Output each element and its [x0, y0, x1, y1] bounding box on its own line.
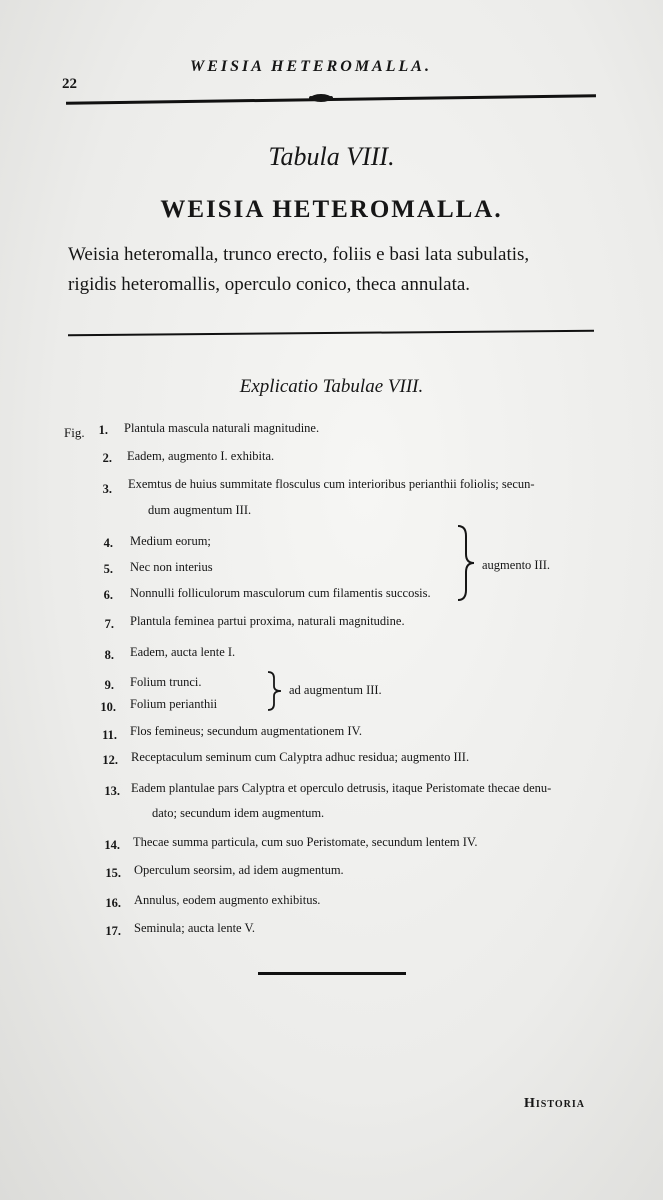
closing-rule [258, 972, 406, 975]
item-number: 15. [105, 866, 121, 880]
item-text: Nonnulli folliculorum masculorum cum filamentis succosis. [130, 586, 431, 600]
right-brace-icon [266, 670, 284, 712]
item-number: 3. [102, 482, 112, 496]
item-number: 11. [102, 728, 117, 742]
species-title: WEISIA HETEROMALLA. [160, 196, 503, 223]
item-text: Annulus, eodem augmento exhibitus. [134, 893, 321, 907]
item-text: Receptaculum seminum cum Calyptra adhuc residua; augmento III. [131, 750, 470, 764]
item-text: Operculum seorsim, ad idem augmentum. [134, 863, 344, 877]
item-number: 13. [104, 784, 120, 798]
item-text: Flos femineus; secundum augmentationem IV. [130, 724, 363, 738]
plate-title: Tabula VIII. [268, 142, 395, 171]
running-title: WEISIA HETEROMALLA. [190, 58, 432, 75]
item-number: 17. [105, 924, 121, 938]
item-number: 1. [98, 423, 108, 437]
right-brace-icon [455, 524, 477, 602]
item-text: Folium trunci. [130, 675, 202, 689]
item-text-continuation: dato; secundum idem augmentum. [152, 806, 325, 820]
fig-label: Fig. [64, 425, 85, 440]
item-text: Eadem plantulae pars Calyptra et operculo detrusis, itaque Peristomate thecae denu- [131, 781, 552, 795]
item-number: 9. [104, 678, 114, 692]
rule-ornament-icon [308, 92, 334, 104]
item-number: 16. [105, 896, 121, 910]
item-number: 8. [104, 648, 114, 662]
item-text: Seminula; aucta lente V. [134, 921, 256, 935]
catchword: Historia [524, 1096, 585, 1111]
explicatio-heading: Explicatio Tabulae VIII. [239, 376, 424, 397]
item-number: 5. [103, 562, 113, 576]
item-number: 7. [104, 617, 114, 631]
item-number: 12. [102, 753, 118, 767]
item-number: 4. [103, 536, 113, 550]
item-number: 10. [100, 700, 116, 714]
item-number: 2. [102, 451, 112, 465]
item-text: Exemtus de huius summitate flosculus cum interioribus perianthii foliolis; secun- [128, 477, 535, 491]
item-text-continuation: dum augmentum III. [148, 503, 252, 517]
item-text: Folium perianthii [130, 697, 218, 711]
item-text: Plantula mascula naturali magnitudine. [124, 421, 320, 435]
item-number: 14. [104, 838, 120, 852]
section-rule [68, 330, 594, 337]
item-text: Eadem, aucta lente I. [130, 645, 236, 659]
item-number: 6. [103, 588, 113, 602]
item-text: Thecae summa particula, cum suo Peristomate, secundum lentem IV. [133, 835, 478, 849]
page-number: 22 [62, 76, 77, 92]
item-text: Eadem, augmento I. exhibita. [127, 449, 275, 463]
diagnosis-line-2: rigidis heteromallis, operculo conico, theca annulata. [68, 274, 471, 295]
brace-label-ad-augmentum: ad augmentum III. [289, 683, 382, 697]
item-text: Nec non interius [130, 560, 213, 574]
diagnosis-line-1: Weisia heteromalla, trunco erecto, foliis e basi lata subulatis, [68, 244, 530, 265]
item-text: Plantula feminea partui proxima, naturali magnitudine. [130, 614, 405, 628]
item-text: Medium eorum; [130, 534, 211, 548]
brace-label-augmento: augmento III. [482, 558, 551, 572]
